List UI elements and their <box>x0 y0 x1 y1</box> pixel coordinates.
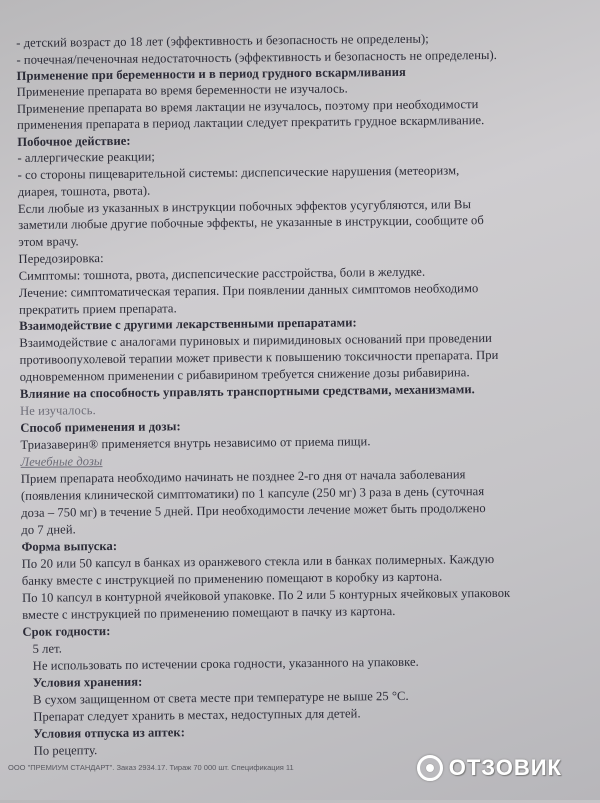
section-heading-dosage: Способ применения и дозы: <box>20 419 181 435</box>
section-heading-release-form: Форма выпуска: <box>21 538 118 554</box>
section-heading-shelf-life: Срок годности: <box>22 623 111 639</box>
text-line: Симптомы: тошнота, рвота, диспепсические расстройства, боли в желудке. <box>18 264 426 283</box>
text-line: одновременном применении с рибавирином требуется снижение дозы рибавирина. <box>19 365 470 384</box>
text-line: Если любые из указанных в инструкции побочных эффектов усугубляются, или Вы <box>17 197 471 216</box>
text-line: Лечение: симптоматическая терапия. При появлении данных симптомов необходимо <box>18 281 479 300</box>
text-line: Не использовать по истечении срока годности, указанного на упаковке. <box>32 654 419 673</box>
text-line: прекратить прием препарата. <box>18 301 177 317</box>
subheading-therapeutic-doses: Лечебные дозы <box>20 454 103 469</box>
text-line: Взаимодействие с аналогами пуриновых и пиримидиновых оснований при проведении <box>19 330 492 350</box>
text-line: до 7 дней. <box>21 522 76 537</box>
text-line: этом врачу. <box>18 234 79 249</box>
watermark-text: ОТЗОВИК <box>448 755 562 780</box>
text-line: Применение препарата во время лактации не изучалось, поэтому при необходимости <box>16 97 479 116</box>
section-heading-pregnancy: Применение при беременности и в период грудного вскармливания <box>16 64 406 83</box>
text-line: По рецепту. <box>33 743 98 758</box>
text-line: Применение препарата во время беременности не изучалось. <box>16 81 348 99</box>
text-line: заметили любые другие побочные эффекты, не указанные в инструкции, сообщите об <box>18 213 484 232</box>
text-line: (появления клинической симптоматики) по 1 капсуле (250 мг) 3 раза в день (суточная <box>20 484 485 503</box>
section-heading-interactions: Взаимодействие с другими лекарственными препаратами: <box>19 315 357 333</box>
text-line: противоопухолевой терапии может привести к повышению токсичности препарата. При <box>19 347 499 367</box>
text-line: Препарат следует хранить в местах, недоступных для детей. <box>33 706 361 724</box>
otzovik-logo-icon <box>417 755 443 781</box>
text-line: Триазаверин® применяется внутрь независимо от приема пищи. <box>20 434 371 452</box>
text-line: доза – 750 мг) в течение 5 дней. При необходимости лечение может быть продолжено <box>21 501 486 520</box>
text-line: вместе с инструкцией по применению помещают в пачку из картона. <box>22 604 396 622</box>
text-line: - детский возраст до 18 лет (эффективность и безопасность не определены); <box>16 31 429 50</box>
text-line: - аллергические реакции; <box>17 149 156 165</box>
text-line: В сухом защищенном от света месте при температуре не выше 25 °С. <box>33 688 409 707</box>
section-heading-overdose: Передозировка: <box>18 251 104 266</box>
text-line: банку вместе с инструкцией по применению помещают в коробку из картона. <box>21 569 443 588</box>
text-line: - почечная/печеночная недостаточность (эффективность и безопасность не определены). <box>16 47 497 67</box>
section-heading-storage: Условия хранения: <box>32 674 143 690</box>
section-heading-dispensing: Условия отпуска из аптек: <box>33 725 185 741</box>
otzovik-watermark <box>417 755 562 781</box>
text-line: 5 лет. <box>32 641 62 656</box>
text-line: Прием препарата необходимо начинать не позднее 2-го дня от начала заболевания <box>20 467 466 486</box>
text-line: диарея, тошнота, рвота). <box>17 183 151 199</box>
text-line: Не изучалось. <box>20 403 96 418</box>
text-line: применения препарата в период лактации следует прекратить грудное вскармливание. <box>17 113 485 132</box>
text-line: По 10 капсул в контурной ячейковой упаковке. По 2 или 5 контурных ячейковых упаковок <box>21 585 511 605</box>
text-line: - со стороны пищеварительной системы: диспепсические нарушения (метеоризм, <box>17 163 460 182</box>
text-line: По 20 или 50 капсул в банках из оранжевого стекла или в банках полимерных. Каждую <box>21 551 495 571</box>
printer-info: ООО "ПРЕМИУМ СТАНДАРТ". Заказ 2934.17. Тираж 70 000 шт. Спецификация 11 <box>8 763 294 772</box>
section-heading-side-effects: Побочное действие: <box>17 133 131 149</box>
section-heading-driving: Влияние на способность управлять транспортными средствами, механизмами. <box>19 382 475 401</box>
